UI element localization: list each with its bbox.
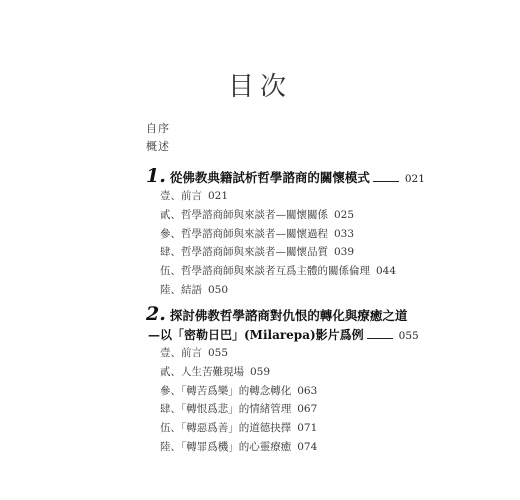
toc-entry-label: 參、哲學諮商師與來談者—關懷過程 <box>160 227 328 240</box>
toc-entry-label: 壹、前言 <box>160 347 202 359</box>
toc-entry-label: 肆、「轉恨爲悲」的情緒管理 <box>160 403 292 416</box>
chapter-page-number: 055 <box>398 330 419 342</box>
chapter-page-number: 021 <box>404 173 425 185</box>
toc-entry <box>160 363 317 382</box>
toc-entry <box>160 187 396 206</box>
leader-rule <box>367 337 393 339</box>
toc-entry-label: 陸、結語 <box>160 283 202 296</box>
toc-entry <box>160 281 396 300</box>
toc-entry-page: 044 <box>376 265 397 278</box>
toc-entry-page: 033 <box>334 227 355 240</box>
chapter-2-sections <box>160 344 317 457</box>
toc-entry-page: 074 <box>297 440 318 453</box>
toc-entry-label: 伍、哲學諮商師與來談者互爲主體的關係倫理 <box>160 265 370 278</box>
chapter-2-subtitle-row <box>148 326 419 343</box>
front-matter-overview: 概述 <box>146 140 170 153</box>
toc-entry-label: 陸、「轉罪爲機」的心靈療癒 <box>160 440 292 453</box>
toc-entry <box>160 438 317 457</box>
chapter-subtitle: —以「密勒日巴」(Milarepa)影片爲例 <box>148 328 364 342</box>
toc-entry <box>160 262 396 281</box>
toc-entry-page: 025 <box>334 208 355 221</box>
toc-entry-page: 067 <box>297 403 318 416</box>
toc-entry <box>160 206 396 225</box>
chapter-2-heading <box>146 303 407 325</box>
front-matter-preface: 自序 <box>146 122 170 135</box>
toc-entry <box>160 419 317 438</box>
toc-entry-page: 059 <box>250 365 271 378</box>
toc-entry-label: 貳、哲學諮商師與來談者—關懷關係 <box>160 208 328 221</box>
leader-rule <box>373 180 399 182</box>
toc-entry-page: 050 <box>208 283 229 296</box>
toc-entry-page: 021 <box>208 190 229 202</box>
toc-entry-page: 039 <box>334 246 355 259</box>
toc-entry <box>160 382 317 401</box>
chapter-title: 探討佛教哲學諮商對仇恨的轉化與療癒之道 <box>169 308 408 323</box>
toc-entry <box>160 225 396 244</box>
chapter-title: 從佛教典籍試析哲學諮商的關懷模式 <box>169 170 370 185</box>
toc-entry-label: 伍、「轉惡爲善」的道德抉擇 <box>160 422 292 435</box>
toc-entry-label: 肆、哲學諮商師與來談者—關懷品質 <box>160 246 328 259</box>
toc-entry-label: 參、「轉苦爲樂」的轉念轉化 <box>160 384 292 397</box>
page-title: 目次 <box>227 72 292 102</box>
chapter-1-sections <box>160 187 396 300</box>
toc-entry <box>160 400 317 419</box>
toc-entry <box>160 243 396 262</box>
toc-entry <box>160 344 317 363</box>
toc-entry-page: 055 <box>208 347 229 359</box>
chapter-number: 1. <box>146 165 166 187</box>
chapter-1-heading <box>146 165 425 187</box>
toc-entry-page: 063 <box>297 384 318 397</box>
chapter-number: 2. <box>146 303 166 325</box>
toc-entry-label: 壹、前言 <box>160 190 202 202</box>
toc-entry-page: 071 <box>297 422 318 435</box>
toc-entry-label: 貳、人生苦難現場 <box>160 365 244 378</box>
